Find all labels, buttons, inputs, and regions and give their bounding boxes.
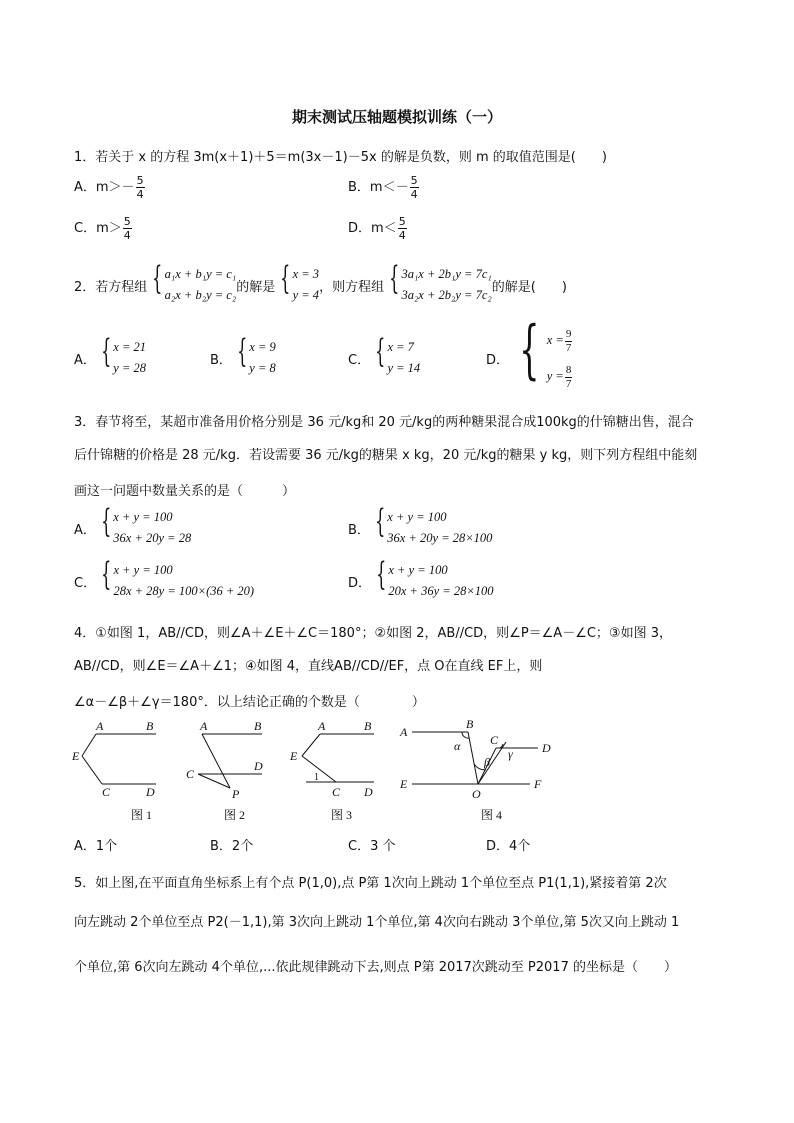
equation-line [547,322,574,358]
option-label: D． [486,352,510,368]
q1-option-b [348,175,420,200]
point-label: P [232,787,240,800]
q3-option-a [74,502,192,549]
point-label: D [254,759,263,773]
brace-icon: { [101,555,112,593]
point-label: A [96,719,104,733]
figure-3-caption: 图 3 [331,808,353,822]
equation-line: 36x + 20y = 28 [113,531,192,545]
frac-numerator: 5 [410,174,418,187]
equation-line: x + y = 100 [113,563,173,577]
q2-system-2 [384,259,492,306]
frac-denominator: 4 [123,229,131,242]
option-system [232,332,276,379]
equation-line: 3a₂x + 2b₂y = 7c₂ [401,288,492,302]
option-system [96,555,255,602]
point-label: B [364,719,372,733]
frac-numerator: 5 [398,215,406,228]
option-system [509,313,573,394]
point-label: C [490,733,499,747]
equation-line: 20x + 36y = 28×100 [388,584,494,598]
frac-denominator: 7 [565,377,572,390]
angle-label: α [454,739,461,753]
figure-2-caption: 图 2 [224,808,246,822]
equation-line [547,358,574,394]
q3-option-b [348,502,493,549]
q2-system-1 [147,259,237,306]
angle-label: β [484,755,490,769]
q2-option-d [486,313,573,394]
q2-solution [275,259,320,306]
equation-line: x = 21 [113,340,146,354]
q4-option-a: A．1个 [74,839,118,854]
point-label: F [534,777,542,791]
option-label: B． [210,352,232,368]
q2-stem [74,259,567,306]
brace-icon: { [237,332,248,370]
point-label: D [364,785,373,799]
brace-icon: { [519,313,540,387]
brace-icon: { [376,555,387,593]
point-label: E [290,749,298,763]
brace-icon: { [100,332,112,370]
q3-line-3: 画这一问题中数量关系的是（ ） [74,484,296,499]
q4-line-1: 4．①如图 1，AB//CD，则∠A＋∠E＋∠C＝180°；②如图 2，AB//CD，则∠P＝∠A－∠C；③如图 3， [74,626,672,641]
equation-line: 36x + 20y = 28×100 [387,531,493,545]
option-system [371,555,494,602]
option-label: A． [74,352,96,368]
figure-4-diagram [396,718,568,800]
q4-option-d: D．4个 [486,839,531,854]
frac-denominator: 4 [136,188,144,201]
q1-option-c [74,216,133,241]
brace-icon: { [100,502,112,540]
equation-line: a₁x + b₁y = c₁ [164,267,237,281]
option-system [96,332,146,379]
equation-line: x + y = 100 [113,510,173,524]
q5-line-1: 5．如上图,在平面直角坐标系上有个点 P(1,0),点 P第 1次向上跳动 1个单位至点 P1(1,1),紧接着第 2次 [74,876,667,891]
q5-line-2: 向左跳动 2个单位至点 P2(－1,1),第 3次向上跳动 1个单位,第 4次向右跳动 3个单位,第 5次又向上跳动 1 [74,915,680,930]
equation-line: x = 9 [249,340,276,354]
q3-option-d [348,555,494,602]
equation-line: x = 3 [292,267,320,281]
q3-option-c [74,555,255,602]
option-system [370,502,493,549]
q2-option-a [74,332,146,379]
option-label: C． [348,352,371,368]
figure-2-diagram [182,718,282,800]
frac-denominator: 7 [565,341,572,354]
point-label: O [472,787,481,800]
brace-icon: { [375,502,386,540]
brace-icon: { [389,259,400,297]
q2-mid2: ，则方程组 [319,279,385,295]
angle-label: 1 [314,772,319,783]
q1-option-d [348,216,408,241]
point-label: D [146,785,155,799]
frac-numerator: 5 [123,215,131,228]
q2-mid1: 的解是 [236,279,276,295]
q4-option-c: C．3 个 [348,839,396,854]
q1-b-fraction [410,175,419,200]
figure-4-caption: 图 4 [481,808,503,822]
q4-line-2: AB//CD，则∠E＝∠A＋∠1；④如图 4，直线AB//CD//EF，点 O在直线 EF上，则 [74,659,543,674]
q2-lead: 2．若方程组 [74,279,148,295]
q1-a-fraction [136,175,145,200]
page-title: 期末测试压轴题模拟训练（一） [291,108,502,126]
point-label: C [102,785,111,799]
point-label: E [72,749,80,763]
equation-line: y = 28 [113,361,146,375]
point-label: B [254,719,262,733]
q1-c-prefix: C．m＞ [74,221,122,236]
point-label: C [332,785,341,799]
equation-line: y = 14 [387,361,421,375]
figure-1-diagram [70,718,170,800]
option-label: B． [348,522,370,538]
option-label: D． [348,575,372,591]
q2-option-c [348,332,421,379]
q1-stem: 1．若关于 x 的方程 3m(x＋1)＋5＝m(3x－1)－5x 的解是负数，则 m 的取值范围是( ) [74,150,607,165]
point-label: A [318,719,326,733]
brace-icon: { [375,332,386,370]
frac-numerator: 5 [136,174,144,187]
q3-line-1: 3．春节将至，某超市准备用价格分别是 36 元/kg和 20 元/kg的两种糖果混合成100kg的什锦糖出售，混合 [74,415,694,430]
q1-b-prefix: B．m＜－ [348,180,409,195]
q5-line-3: 个单位,第 6次向左跳动 4个单位,...依此规律跳动下去,则点 P第 2017次跳动至 P2017 的坐标是（ ） [74,960,677,975]
point-label: B [466,718,474,731]
point-label: C [186,767,195,781]
q1-option-a [74,175,146,200]
frac-numerator: 8 [565,363,572,376]
option-system [370,332,421,379]
point-label: B [146,719,154,733]
equation-line: x + y = 100 [387,510,447,524]
q2-tail: 的解是( ) [491,279,567,295]
q1-d-fraction [398,216,407,241]
lhs: x = [546,333,564,347]
angle-label: γ [508,747,513,761]
equation-line: 3a₁x + 2b₁y = 7c₁ [401,267,492,281]
q4-option-b: B．2个 [210,839,254,854]
frac-numerator: 9 [565,327,572,340]
frac-denominator: 4 [398,229,406,242]
brace-icon: { [152,259,163,297]
fraction [565,365,573,390]
equation-line: x + y = 100 [388,563,448,577]
lhs: y = [546,369,564,383]
option-system [96,502,192,549]
equation-line: a₂x + b₂y = c₂ [164,288,237,302]
equation-line: y = 4 [292,288,320,302]
equation-line: x = 7 [387,340,414,354]
q1-d-prefix: D．m＜ [348,221,397,236]
fraction [565,329,573,354]
figure-3-diagram [286,718,386,800]
point-label: A [400,725,408,739]
frac-denominator: 4 [410,188,418,201]
point-label: A [200,719,208,733]
equation-line: y = 8 [249,361,276,375]
q4-line-3: ∠α－∠β＋∠γ＝180°．以上结论正确的个数是（ ） [74,695,425,710]
q1-c-fraction [123,216,132,241]
point-label: D [542,741,551,755]
q2-option-b [210,332,276,379]
option-label: C． [74,575,97,591]
figure-1-caption: 图 1 [131,808,153,822]
q3-line-2: 后什锦糖的价格是 28 元/kg．若设需要 36 元/kg的糖果 x kg，20 元/kg的糖果 y kg，则下列方程组中能刻 [74,448,698,463]
point-label: E [400,777,408,791]
brace-icon: { [280,259,291,297]
equation-line: 28x + 28y = 100×(36 + 20) [113,584,255,598]
option-label: A． [74,522,96,538]
q1-a-prefix: A．m＞－ [74,180,135,195]
